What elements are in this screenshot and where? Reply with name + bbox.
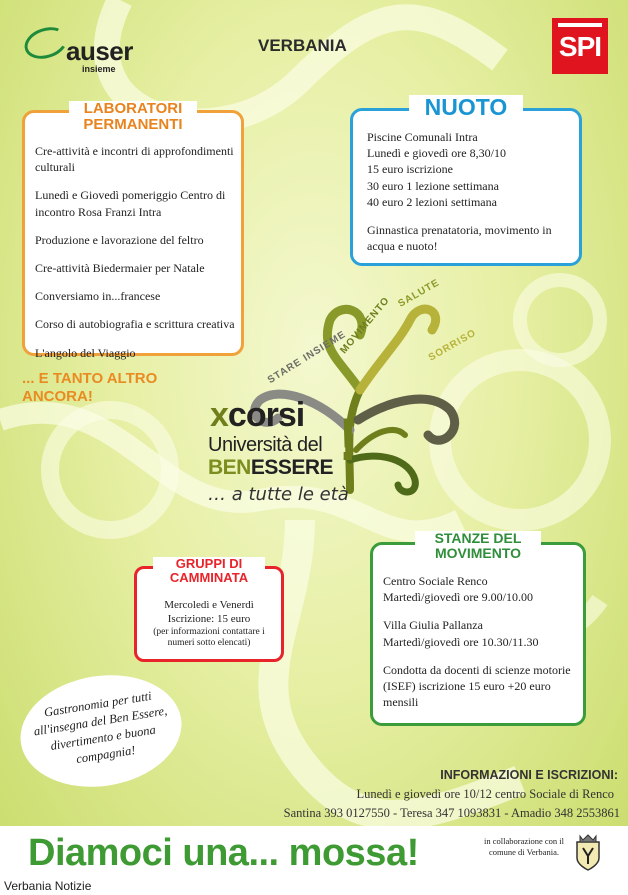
logo-benessere (208, 456, 333, 480)
info-title: INFORMAZIONI E ISCRIZIONI: (440, 768, 618, 782)
auser-logo (22, 26, 152, 78)
gruppi-title: GRUPPI DI CAMMINATA (153, 557, 265, 584)
footer-source: Verbania Notizie (4, 879, 92, 893)
spi-logo-bar (558, 23, 602, 27)
nuoto-line: 40 euro 2 lezioni settimana (367, 194, 497, 209)
stanze-content (383, 573, 583, 710)
info-contacts: Santina 393 0127550 - Teresa 347 1093831 - Amadio 348 2553861 (283, 806, 620, 820)
nuoto-box (350, 94, 582, 266)
auser-logo-name: auser (66, 36, 133, 66)
gruppi-note: (per informazioni contattare i numeri sotto elencati) (153, 626, 265, 649)
logo-x: x (210, 396, 228, 434)
spi-logo (552, 18, 608, 74)
stanze-title: STANZE DEL MOVIMENTO (415, 531, 541, 560)
logo-exclamation: ! (338, 406, 358, 473)
gastronomia-text: Gastronomia per tutti all'insegna del Ben Essere, divertimento e buona compagnia! (32, 688, 169, 766)
stanze-loc2-time: Martedì/giovedì ore 10.30/11.30 (383, 634, 539, 649)
info-hours: Lunedì e giovedì ore 10/12 centro Sociale di Renco (356, 787, 614, 801)
nuoto-content (367, 129, 577, 254)
logo-ben: BEN (208, 456, 251, 479)
nuoto-line: Lunedì e giovedì ore 8,30/10 (367, 146, 506, 161)
gruppi-box (134, 556, 284, 662)
gruppi-content (141, 599, 277, 650)
stanze-loc1-time: Martedì/giovedì ore 9.00/10.00 (383, 590, 533, 605)
logo-universita: Università del (208, 434, 323, 456)
nuoto-title: NUOTO (409, 95, 523, 119)
verbania-crest-icon (574, 832, 602, 872)
slogan: Diamoci una... mossa! (28, 832, 419, 874)
logo-word-salute: SALUTE (396, 277, 442, 310)
header-city: VERBANIA (258, 36, 347, 55)
laboratori-item: Lunedì e Giovedì pomeriggio Centro di incontro Rosa Franzi Intra (35, 188, 226, 219)
collaborazione-text: in collaborazione con il comune di Verbania. (483, 836, 564, 857)
logo-tagline: … a tutte le età (208, 484, 349, 505)
nuoto-line: Piscine Comunali Intra (367, 130, 478, 144)
nuoto-extra: Ginnastica prenatatoria, movimento in acqua e nuoto! (367, 222, 552, 254)
auser-swoosh-icon (20, 22, 71, 64)
logo-word-sorriso: SORRISO (426, 327, 479, 364)
laboratori-item: Cre-attività e incontri di approfondimenti culturali (35, 144, 234, 175)
auser-logo-subtitle: insieme (82, 64, 116, 74)
nuoto-line: 30 euro 1 lezione settimana (367, 178, 499, 193)
stanze-box (370, 530, 586, 726)
gruppi-days: Mercoledì e Venerdì (164, 599, 254, 611)
laboratori-title: LABORATORI PERMANENTI (69, 101, 197, 133)
altro-ancora-text: ... E TANTO ALTRO ANCORA! (22, 370, 158, 405)
nuoto-line: 15 euro iscrizione (367, 162, 453, 177)
logo-xcorsi (210, 396, 304, 435)
stanze-loc1-name: Centro Sociale Renco (383, 574, 488, 588)
stanze-loc2-name: Villa Giulia Pallanza (383, 618, 483, 633)
laboratori-item: Conversiamo in...francese (35, 289, 161, 304)
laboratori-item: Cre-attività Biedermaier per Natale (35, 260, 205, 275)
gruppi-fee: Iscrizione: 15 euro (167, 612, 251, 625)
logo-word-movimento: MOVIMENTO (338, 294, 393, 357)
laboratori-item: L'angolo del Viaggio (35, 345, 136, 360)
laboratori-item: Corso di autobiografia e scrittura creativa (35, 317, 235, 332)
stanze-note: Condotta da docenti di scienze motorie (ISEF) iscrizione 15 euro +20 euro mensili (383, 662, 571, 710)
laboratori-item: Produzione e lavorazione del feltro (35, 232, 204, 247)
spi-logo-text: SPI (558, 31, 602, 62)
logo-essere: ESSERE (250, 456, 334, 479)
logo-word-stare-insieme: STARE INSIEME (265, 328, 349, 387)
logo-corsi: corsi (227, 396, 305, 434)
